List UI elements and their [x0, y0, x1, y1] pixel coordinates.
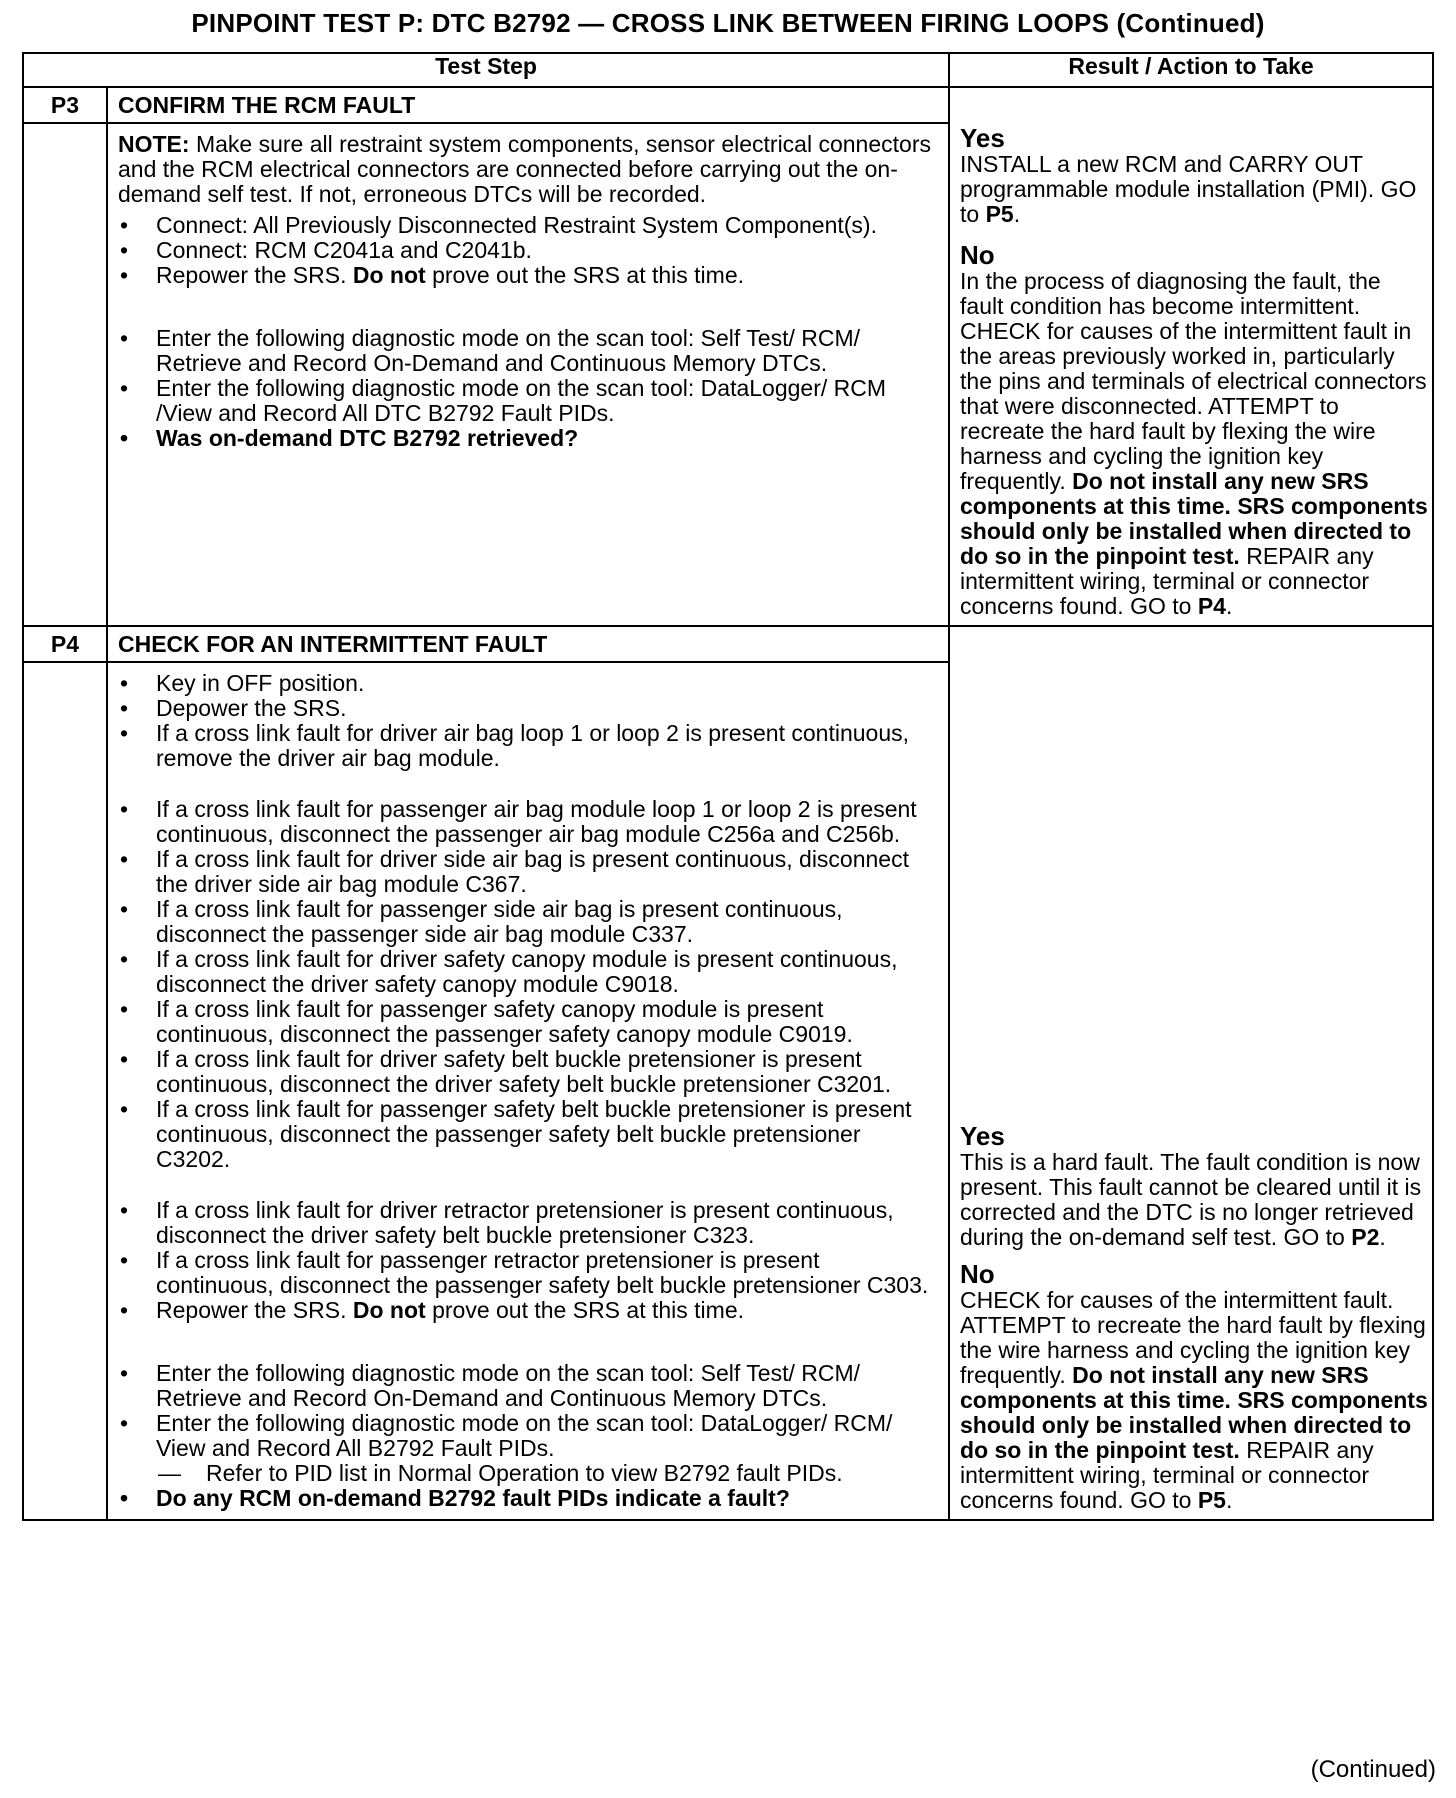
- header-result: Result / Action to Take: [949, 53, 1433, 87]
- continued-label: (Continued): [1310, 1756, 1436, 1783]
- step-id-p3: P3: [23, 87, 107, 123]
- list-item: • Depower the SRS.: [118, 696, 932, 721]
- pinpoint-test-table: [22, 52, 1434, 1521]
- list-item: • If a cross link fault for passenger safety canopy module is present continuous, disconnect the passenger safety canopy module C9019.: [118, 997, 932, 1047]
- list-item: • Enter the following diagnostic mode on the scan tool: Self Test/ RCM/ Retrieve and Record On-Demand and Continuous Memory DTCs.: [118, 326, 932, 376]
- bullet-list-p4: [118, 671, 932, 1511]
- bullet-list-p3: [118, 213, 932, 451]
- step-title-p4: CHECK FOR AN INTERMITTENT FAULT: [107, 626, 949, 662]
- note-p3: NOTE: Make sure all restraint system components, sensor electrical connectors and the RCM electrical connectors are connected before carrying out the on-demand self test. If not, erroneous DTCs will be recorded.: [118, 131, 931, 207]
- list-item: • Connect: RCM C2041a and C2041b.: [118, 238, 932, 263]
- step-p3-title-row: [23, 87, 1433, 123]
- result-p3-no-text: In the process of diagnosing the fault, the fault condition has become intermittent. CHECK for causes of the intermittent fault in the areas previously worked in, particularly the pins and terminals of electrical connectors that were disconnected. ATTEMPT to recreate the hard fault by flexing the wire harness and cycling the ignition key frequently. Do not install any new SRS components at this time. SRS components should only be installed when directed to do so in the pinpoint test. REPAIR any intermittent wiring, terminal or connector concerns found. GO to P4.: [960, 268, 1428, 619]
- result-p4-yes-text: This is a hard fault. The fault condition is now present. This fault cannot be cleared until it is corrected and the DTC is no longer retrieved during the on-demand self test. GO to P2.: [960, 1149, 1422, 1250]
- step-p4-title-row: [23, 626, 1433, 662]
- step-p3-blank: [23, 123, 107, 626]
- result-p3-no-label: No: [960, 240, 995, 270]
- list-item: • If a cross link fault for passenger safety belt buckle pretensioner is present continuous, disconnect the passenger safety belt buckle pretensioner C3202.: [118, 1097, 932, 1172]
- list-item: • If a cross link fault for driver safety canopy module is present continuous, disconnect the driver safety canopy module C9018.: [118, 947, 932, 997]
- step-body-p4: [107, 662, 949, 1520]
- sub-list-item: — Refer to PID list in Normal Operation to view B2792 fault PIDs.: [156, 1461, 932, 1486]
- header-test-step: Test Step: [23, 53, 949, 87]
- result-p3-yes-label: Yes: [960, 123, 1005, 153]
- list-item: • Enter the following diagnostic mode on the scan tool: Self Test/ RCM/ Retrieve and Record On-Demand and Continuous Memory DTCs.: [118, 1361, 932, 1411]
- list-item: • Enter the following diagnostic mode on the scan tool: DataLogger/ RCM/ View and Record All B2792 Fault PIDs. — Refer to PID list in Normal Operation to view B2792 fault PIDs.: [118, 1411, 932, 1486]
- list-item: • Key in OFF position.: [118, 671, 932, 696]
- list-item: • Was on-demand DTC B2792 retrieved?: [118, 426, 932, 451]
- result-p4-yes-label: Yes: [960, 1121, 1005, 1151]
- step-id-p4: P4: [23, 626, 107, 662]
- table-header-row: [23, 53, 1433, 87]
- list-item: • Repower the SRS. Do not prove out the SRS at this time.: [118, 263, 932, 288]
- result-p4-no-text: CHECK for causes of the intermittent fault. ATTEMPT to recreate the hard fault by flexing the wire harness and cycling the ignition key frequently. Do not install any new SRS components at this time. SRS components should only be installed when directed to do so in the pinpoint test. REPAIR any intermittent wiring, terminal or connector concerns found. GO to P5.: [960, 1287, 1428, 1513]
- list-item: • If a cross link fault for driver safety belt buckle pretensioner is present continuous, disconnect the driver safety belt buckle pretensioner C3201.: [118, 1047, 932, 1097]
- result-p3-yes-text: INSTALL a new RCM and CARRY OUT programmable module installation (PMI). GO to P5.: [960, 151, 1417, 227]
- list-item: • If a cross link fault for driver air bag loop 1 or loop 2 is present continuous, remove the driver air bag module.: [118, 721, 932, 771]
- list-item: • Repower the SRS. Do not prove out the SRS at this time.: [118, 1298, 932, 1323]
- step-body-p3: [107, 123, 949, 626]
- step-p4-blank: [23, 662, 107, 1520]
- page-title: PINPOINT TEST P: DTC B2792 — CROSS LINK BETWEEN FIRING LOOPS (Continued): [191, 8, 1265, 38]
- list-item: • Enter the following diagnostic mode on the scan tool: DataLogger/ RCM /View and Record All DTC B2792 Fault PIDs.: [118, 376, 932, 426]
- result-p4-no-label: No: [960, 1259, 995, 1289]
- list-item: • If a cross link fault for driver retractor pretensioner is present continuous, disconnect the driver safety belt buckle pretensioner C323.: [118, 1198, 932, 1248]
- step-title-p3: CONFIRM THE RCM FAULT: [107, 87, 949, 123]
- list-item: • If a cross link fault for passenger side air bag is present continuous, disconnect the passenger side air bag module C337.: [118, 897, 932, 947]
- result-p4: [949, 626, 1433, 1520]
- result-p3: [949, 87, 1433, 626]
- list-item: • If a cross link fault for passenger retractor pretensioner is present continuous, disconnect the passenger safety belt buckle pretensioner C303.: [118, 1248, 932, 1298]
- sub-list-p4: [156, 1461, 932, 1486]
- list-item: • Connect: All Previously Disconnected Restraint System Component(s).: [118, 213, 932, 238]
- list-item: • Do any RCM on-demand B2792 fault PIDs indicate a fault?: [118, 1486, 932, 1511]
- list-item: • If a cross link fault for passenger air bag module loop 1 or loop 2 is present continuous, disconnect the passenger air bag module C256a and C256b.: [118, 797, 932, 847]
- list-item: • If a cross link fault for driver side air bag is present continuous, disconnect the driver side air bag module C367.: [118, 847, 932, 897]
